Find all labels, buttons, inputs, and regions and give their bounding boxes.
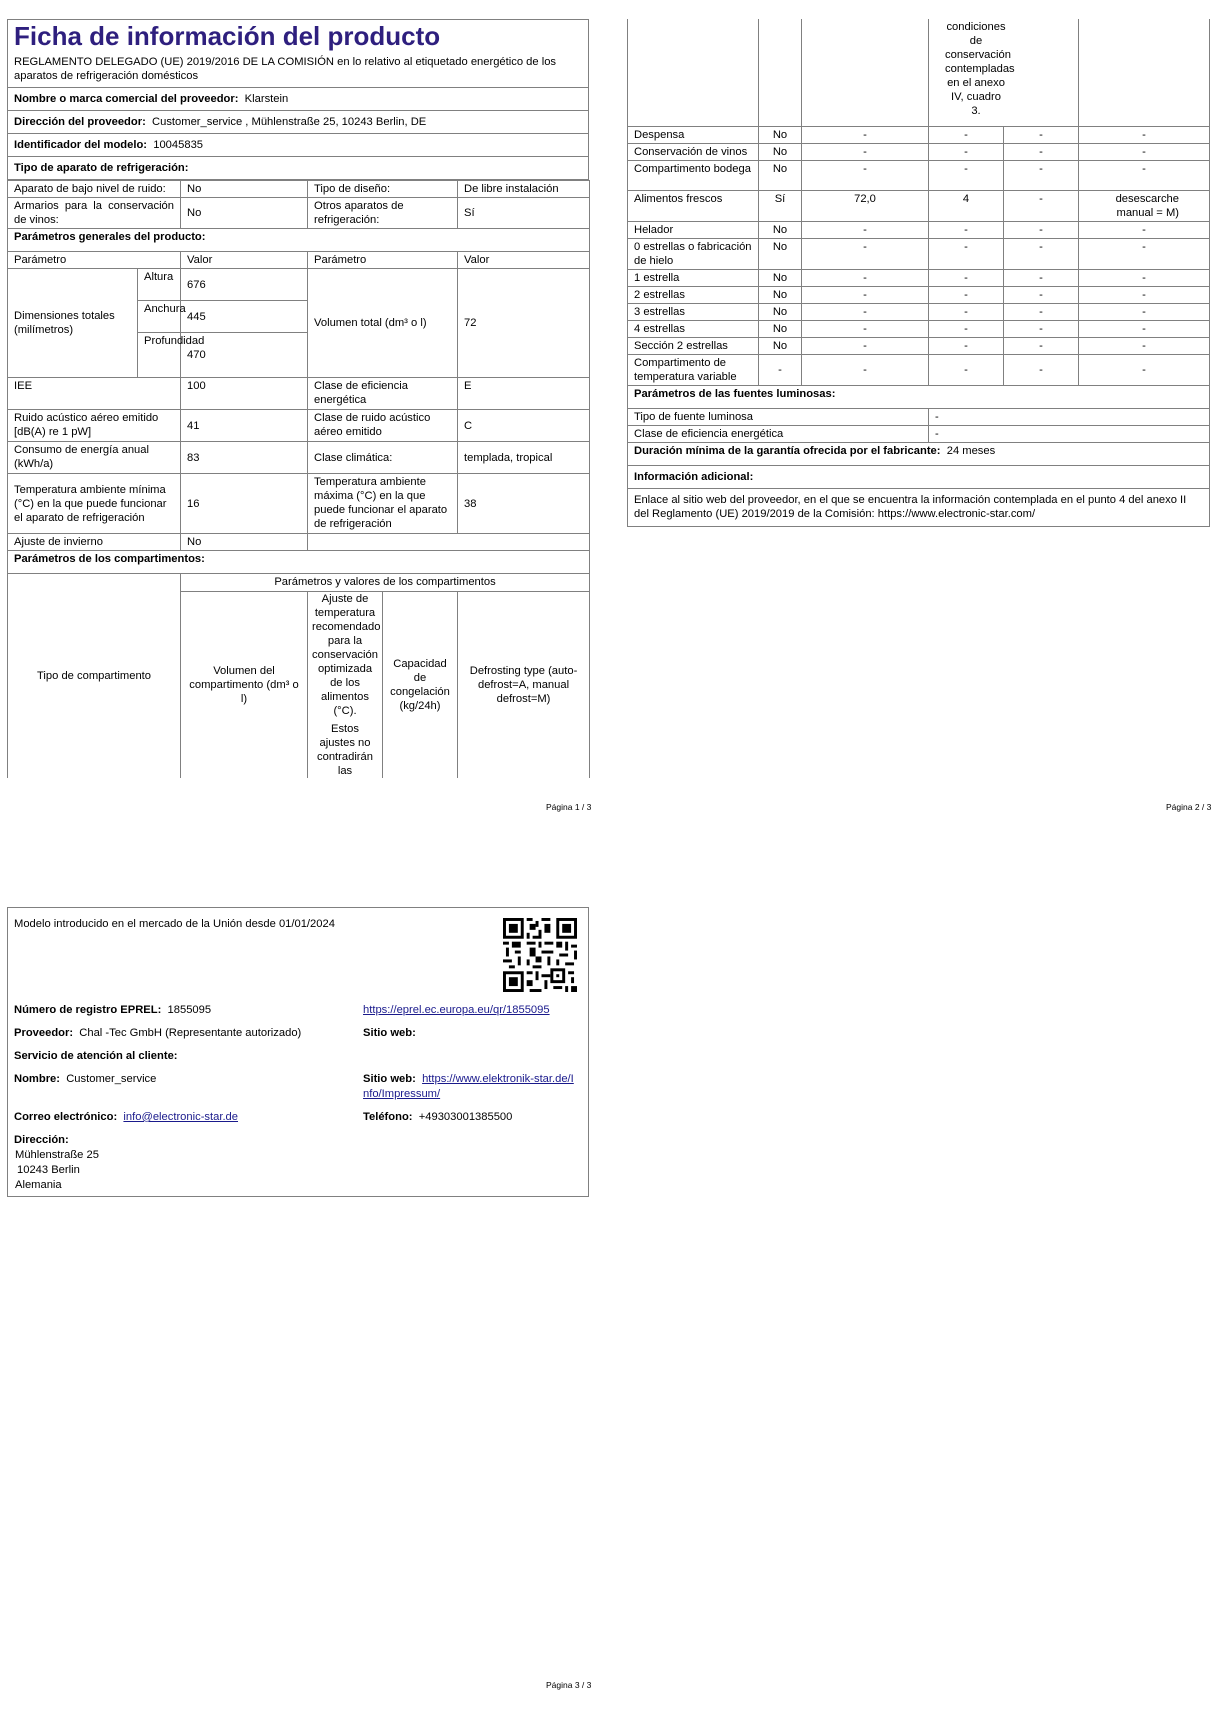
compartment-present: No [759,221,802,238]
page-3-number: Página 3 / 3 [546,1680,592,1690]
addr-label: Dirección: [14,1134,69,1146]
phone-value: +49303001385500 [418,1111,513,1123]
address-row [8,111,588,134]
compartment-row [628,286,1210,303]
light-class-value: - [929,425,1210,442]
compartment-temperature: - [929,238,1004,269]
eprel-link[interactable]: https://eprel.ec.europa.eu/qr/1855095 [363,1004,550,1016]
compartment-name: 3 estrellas [628,303,759,320]
brand-value: Klarstein [244,93,289,105]
compartment-volume: - [802,269,929,286]
warranty-label: Duración mínima de la garantía ofrecida por el fabricante: [634,444,941,457]
compartment-row [628,221,1210,238]
compartment-present: No [759,337,802,354]
email-label: Correo electrónico: [14,1111,118,1123]
compartment-volume: - [802,143,929,160]
width-value: 445 [181,301,308,333]
compartment-name: Sección 2 estrellas [628,337,759,354]
empty-cell [1079,19,1210,126]
col-param-2: Parámetro [308,252,458,269]
page-2 [627,19,1209,527]
brand-label: Nombre o marca comercial del proveedor: [14,93,239,105]
compartment-present: No [759,238,802,269]
compartment-freezing: - [1004,126,1079,143]
comp-freeze-header: Capacidad de congelación (kg/24h) [383,592,458,779]
general-heading: Parámetros generales del producto: [8,229,590,252]
warranty-row [628,442,1210,465]
compartment-row [628,160,1210,190]
compartment-name: Despensa [628,126,759,143]
height-value: 676 [181,269,308,301]
dims-label: Dimensiones totales (milímetros) [8,269,138,378]
compartment-defrost: - [1079,238,1210,269]
eprel-value: 1855095 [167,1004,212,1016]
climate-label: Clase climática: [308,442,458,474]
compartment-volume: 72,0 [802,190,929,221]
document-title: Ficha de información del producto [14,21,441,51]
address-label: Dirección del proveedor: [14,116,146,128]
design-value: De libre instalación [458,181,590,198]
compartment-defrost: - [1079,303,1210,320]
compartment-volume: - [802,126,929,143]
addr-line-2: 10243 Berlin [17,1164,80,1176]
compartment-row [628,269,1210,286]
compartment-defrost: - [1079,337,1210,354]
light-type-label: Tipo de fuente luminosa [628,408,929,425]
col-value-1: Valor [181,252,308,269]
compartment-temperature: - [929,286,1004,303]
wine-value: No [181,198,308,229]
compartment-freezing: - [1004,190,1079,221]
compartment-name: Alimentos frescos [628,190,759,221]
design-label: Tipo de diseño: [308,181,458,198]
winter-value: No [181,534,308,551]
compartment-temperature: - [929,221,1004,238]
volume-label: Volumen total (dm³ o l) [308,269,458,378]
compartment-temperature: - [929,303,1004,320]
page-2-number: Página 2 / 3 [1166,802,1212,812]
compartment-temperature: - [929,320,1004,337]
depth-value: 470 [181,333,308,378]
model-value: 10045835 [153,139,204,151]
col-param-1: Parámetro [8,252,181,269]
wine-label: Armarios para la conservación de vinos: [8,198,181,229]
page-3 [7,907,589,1197]
compartment-row [628,126,1210,143]
compartment-temperature: 4 [929,190,1004,221]
low-noise-label: Aparato de bajo nivel de ruido: [8,181,181,198]
market-date: Modelo introducido en el mercado de la Unión desde 01/01/2024 [14,918,335,930]
compartment-name: Conservación de vinos [628,143,759,160]
page-1-header [7,19,589,180]
compartment-volume: - [802,238,929,269]
compartment-row [628,303,1210,320]
compartment-volume: - [802,286,929,303]
compartment-present: No [759,320,802,337]
eclass-value: E [458,378,590,410]
compartment-freezing: - [1004,337,1079,354]
compartment-defrost: - [1079,143,1210,160]
compartment-present: No [759,303,802,320]
compartment-name: 2 estrellas [628,286,759,303]
climate-value: templada, tropical [458,442,590,474]
compartment-name: 4 estrellas [628,320,759,337]
consumption-value: 83 [181,442,308,474]
compartment-present: Sí [759,190,802,221]
compartment-freezing: - [1004,160,1079,190]
phone-row [363,1110,512,1125]
comp-vol-header: Volumen del compartimento (dm³ o l) [181,592,308,779]
compartment-defrost: - [1079,221,1210,238]
compartment-freezing: - [1004,238,1079,269]
website2-link-2[interactable]: nfo/Impressum/ [363,1088,441,1100]
eprel-label: Número de registro EPREL: [14,1004,162,1016]
winter-label: Ajuste de invierno [8,534,181,551]
compartment-temperature: - [929,354,1004,385]
name-label: Nombre: [14,1073,60,1085]
additional-text: Enlace al sitio web del proveedor, en el que se encuentra la información contemplada en el punto 4 del anexo II del Reglamento (UE) 2019/2019 de la Comisión: https://www.electronic-star.com/ [628,488,1210,526]
noise-class-label: Clase de ruido acústico aéreo emitido [308,410,458,442]
model-row [8,134,588,157]
comp-temp-header-cell [308,592,383,779]
model-label: Identificador del modelo: [14,139,148,151]
compartment-freezing: - [1004,320,1079,337]
compartment-freezing: - [1004,269,1079,286]
compartment-table [627,19,1210,527]
provider-row [14,1026,301,1041]
empty-cell [802,19,929,126]
compartment-defrost: - [1079,269,1210,286]
compartment-row [628,143,1210,160]
empty-cell [628,19,759,126]
compartment-temperature: - [929,126,1004,143]
light-class-label: Clase de eficiencia energética [628,425,929,442]
regulation-text: REGLAMENTO DELEGADO (UE) 2019/2016 DE LA COMISIÓN en lo relativo al etiquetado energético de los aparatos de refrigeración domésticos [8,53,588,88]
email-link[interactable]: info@electronic-star.de [123,1111,239,1123]
compartment-row [628,238,1210,269]
low-noise-value: No [181,181,308,198]
depth-label: Profundidad [138,333,181,378]
general-table [7,180,590,574]
compartment-present: No [759,286,802,303]
tmin-value: 16 [181,474,308,534]
compartment-volume: - [802,160,929,190]
compartment-freezing: - [1004,354,1079,385]
brand-row [8,88,588,111]
empty-cell [308,534,590,551]
compartment-row [628,354,1210,385]
compartment-row [628,337,1210,354]
compartment-name: Helador [628,221,759,238]
compartment-present: No [759,126,802,143]
compartment-defrost: - [1079,320,1210,337]
compartment-present: No [759,160,802,190]
email-row [14,1110,238,1125]
name-row [14,1072,156,1087]
compartment-name: Compartimento bodega [628,160,759,190]
compartment-defrost: - [1079,354,1210,385]
compartment-freezing: - [1004,221,1079,238]
eclass-label: Clase de eficiencia energética [308,378,458,410]
compartment-header-table [7,573,590,778]
address-value: Customer_service , Mühlenstraße 25, 10243 Berlin, DE [152,116,427,128]
eei-value: 100 [181,378,308,410]
website2-row [363,1072,574,1087]
addr-line-1: Mühlenstraße 25 [15,1149,99,1161]
compartment-freezing: - [1004,143,1079,160]
page-1-number: Página 1 / 3 [546,802,592,812]
compartment-volume: - [802,221,929,238]
compartment-temperature: - [929,160,1004,190]
col-value-2: Valor [458,252,590,269]
comp-temp-header-2: Estos ajustes no contradirán las [317,723,373,777]
compartment-present: - [759,354,802,385]
compartment-temperature: - [929,337,1004,354]
tmax-value: 38 [458,474,590,534]
compartment-volume: - [802,354,929,385]
name-value: Customer_service [66,1073,157,1085]
compartment-present: No [759,143,802,160]
compartment-defrost: desescarche manual = M) [1079,190,1210,221]
width-label: Anchura [138,301,181,333]
website2-label: Sitio web: [363,1073,416,1085]
tmax-label: Temperatura ambiente máxima (°C) en la que puede funcionar el aparato de refrigeración [308,474,458,534]
compartment-name: 0 estrellas o fabricación de hielo [628,238,759,269]
volume-value: 72 [458,269,590,378]
compartment-defrost: - [1079,160,1210,190]
comp-group-header: Parámetros y valores de los compartimentos [181,574,590,592]
provider-value: Chal -Tec GmbH (Representante autorizado) [79,1027,302,1039]
comp-temp-header: Ajuste de temperatura recomendado para la conservación optimizada de los alimentos (°C). [312,593,381,717]
compartment-volume: - [802,320,929,337]
addr-line-3: Alemania [15,1179,62,1191]
compartment-defrost: - [1079,126,1210,143]
tmin-label: Temperatura ambiente mínima (°C) en la que puede funcionar el aparato de refrigeración [8,474,181,534]
compartment-name: 1 estrella [628,269,759,286]
continued-header-cell [929,19,1079,126]
noise-class-value: C [458,410,590,442]
service-heading: Servicio de atención al cliente: [14,1050,178,1062]
compartment-volume: - [802,337,929,354]
compartment-rows [628,126,1210,385]
other-value: Sí [458,198,590,229]
compartment-freezing: - [1004,303,1079,320]
continued-header: condiciones de conservación contempladas en el anexo IV, cuadro 3. [945,21,1015,117]
compartment-temperature: - [929,143,1004,160]
noise-label: Ruido acústico aéreo emitido [dB(A) re 1 pW] [8,410,181,442]
provider-label: Proveedor: [14,1027,74,1039]
comp-type-header: Tipo de compartimento [8,574,181,779]
page-1 [7,19,589,778]
website-label: Sitio web: [363,1027,416,1039]
compartment-volume: - [802,303,929,320]
height-label: Altura [138,269,181,301]
compartment-temperature: - [929,269,1004,286]
additional-heading: Información adicional: [628,465,1210,488]
compartment-freezing: - [1004,286,1079,303]
light-type-value: - [929,408,1210,425]
eei-label: IEE [8,378,181,410]
compartment-row [628,190,1210,221]
compartment-defrost: - [1079,286,1210,303]
website2-link-1[interactable]: https://www.elektronik-star.de/I [422,1073,574,1085]
empty-cell [759,19,802,126]
consumption-label: Consumo de energía anual (kWh/a) [8,442,181,474]
compartment-name: Compartimento de temperatura variable [628,354,759,385]
qr-code-icon[interactable] [503,918,577,992]
other-label: Otros aparatos de refrigeración: [308,198,458,229]
noise-value: 41 [181,410,308,442]
phone-label: Teléfono: [363,1111,413,1123]
comp-heading: Parámetros de los compartimentos: [8,551,590,574]
compartment-row [628,320,1210,337]
comp-defrost-header: Defrosting type (auto-defrost=A, manual defrost=M) [458,592,590,779]
warranty-value: 24 meses [946,444,996,457]
eprel-row [14,1003,211,1018]
compartment-present: No [759,269,802,286]
type-heading: Tipo de aparato de refrigeración: [8,157,588,180]
light-heading: Parámetros de las fuentes luminosas: [628,385,1210,408]
